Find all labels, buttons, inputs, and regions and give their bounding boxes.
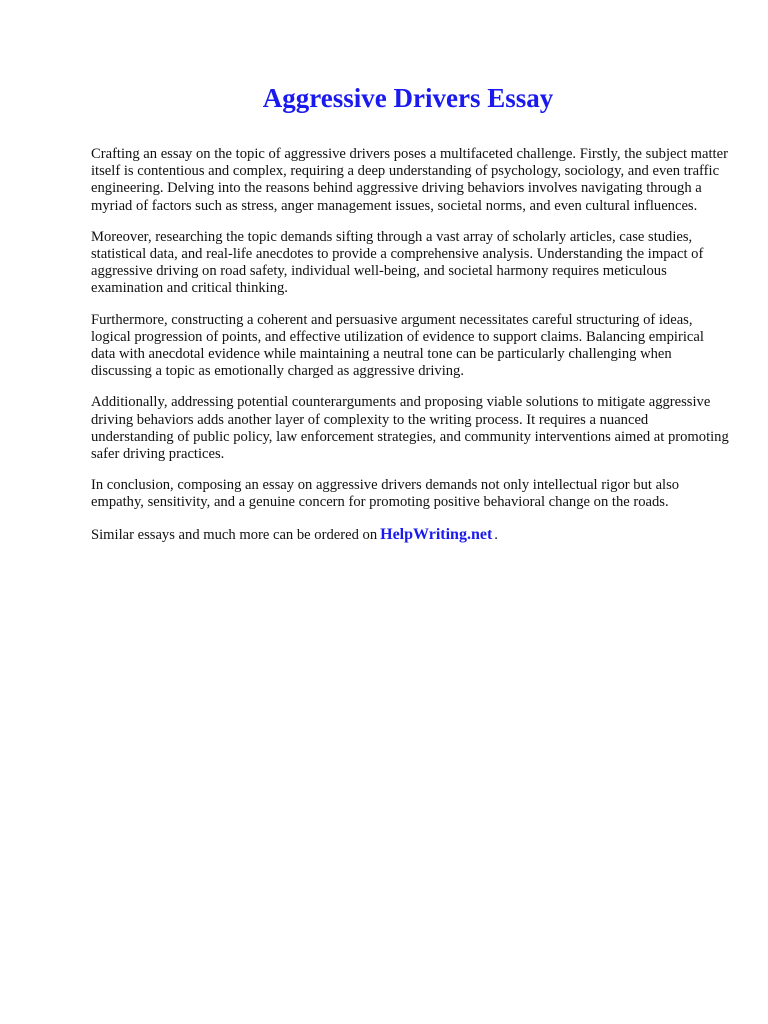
document-title: Aggressive Drivers Essay xyxy=(262,83,554,113)
helpwriting-link[interactable]: HelpWriting.net xyxy=(380,525,493,543)
paragraph-3: Furthermore, constructing a coherent and persuasive argument necessitates careful structuring of ideas, logical progression of points, and effective utilization of evidence to support claims. Balancing empirical data with anecdotal evidence while maintaining a neutral tone can be particularly challenging when discussing a topic as emotionally charged as aggressive driving. xyxy=(91,311,704,380)
document-body xyxy=(91,146,731,544)
order-line xyxy=(91,526,731,544)
paragraph-4: Additionally, addressing potential counterarguments and proposing viable solutions to mitigate aggressive driving behaviors adds another layer of complexity to the writing process. It requires a nuanced understanding of public policy, law enforcement strategies, and community interventions aimed at promoting safer driving practices. xyxy=(91,394,729,463)
paragraph-1: Crafting an essay on the topic of aggressive drivers poses a multifaceted challenge. Firstly, the subject matter itself is contentious and complex, requiring a deep understanding of psychology, sociology, and even traffic engineering. Delving into the reasons behind aggressive driving behaviors involves navigating through a myriad of factors such as stress, anger management issues, societal norms, and even cultural influences. xyxy=(91,146,728,214)
paragraph-5: In conclusion, composing an essay on aggressive drivers demands not only intellectual rigor but also empathy, sensitivity, and a genuine concern for promoting positive behavioral change on the roads. xyxy=(91,477,680,511)
paragraph-2: Moreover, researching the topic demands sifting through a vast array of scholarly articles, case studies, statistical data, and real-life anecdotes to provide a comprehensive analysis. Understanding the impact of aggressive driving on road safety, individual well-being, and societal harmony requires meticulous examination and critical thinking. xyxy=(91,228,704,297)
order-line-suffix: . xyxy=(494,526,498,543)
order-line-prefix: Similar essays and much more can be ordered on xyxy=(91,526,378,543)
